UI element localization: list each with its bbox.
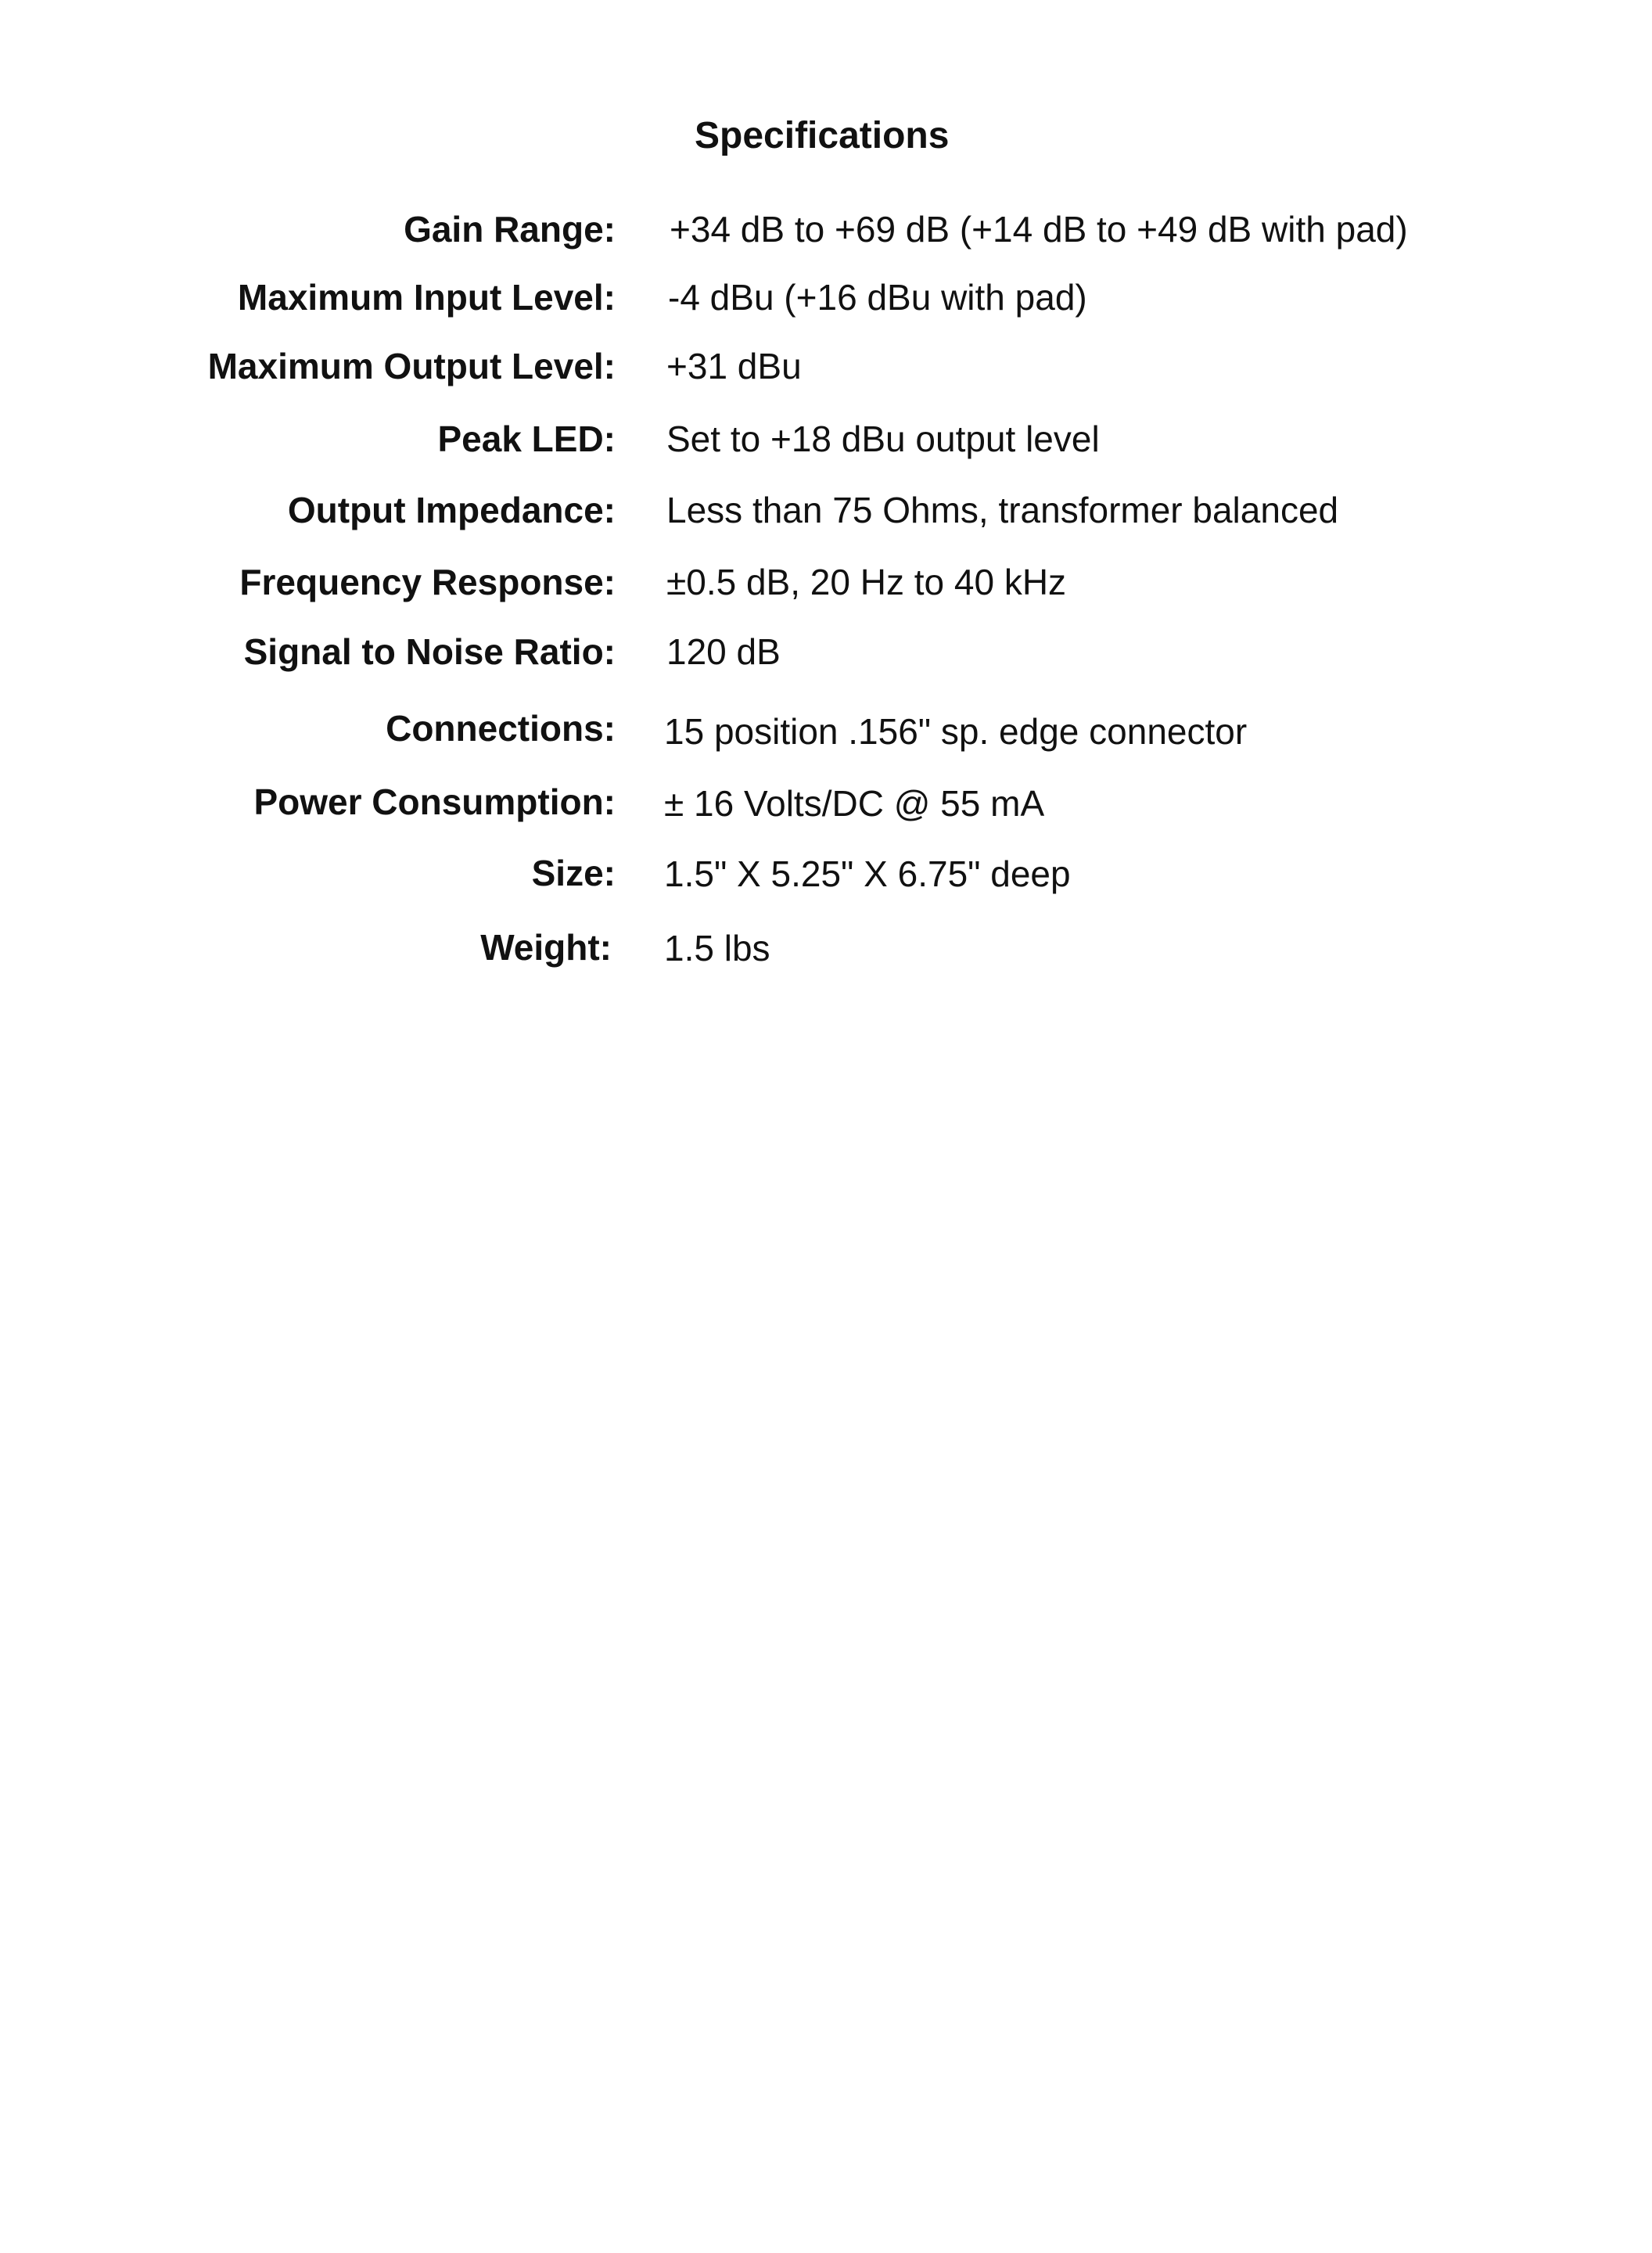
spec-label-signal-to-noise-ratio: Signal to Noise Ratio: [243, 631, 616, 672]
spec-value-power-consumption: ± 16 Volts/DC @ 55 mA [664, 783, 1045, 824]
spec-label-size: Size: [531, 853, 616, 893]
spec-value-frequency-response: ±0.5 dB, 20 Hz to 40 kHz [666, 562, 1067, 602]
spec-label-maximum-output-level: Maximum Output Level: [207, 346, 616, 386]
spec-value-maximum-input-level: -4 dBu (+16 dBu with pad) [668, 277, 1087, 318]
spec-value-connections: 15 position .156" sp. edge connector [664, 711, 1248, 752]
spec-value-peak-led: Set to +18 dBu output level [666, 419, 1100, 459]
spec-label-power-consumption: Power Consumption: [253, 782, 616, 822]
spec-value-maximum-output-level: +31 dBu [666, 346, 802, 386]
spec-label-connections: Connections: [386, 708, 616, 749]
spec-value-signal-to-noise-ratio: 120 dB [666, 631, 781, 672]
spec-label-gain-range: Gain Range: [404, 209, 616, 250]
spec-label-weight: Weight: [480, 927, 612, 968]
spec-label-peak-led: Peak LED: [437, 419, 616, 459]
spec-label-output-impedance: Output Impedance: [287, 490, 616, 530]
page-title: Specifications [695, 115, 950, 156]
spec-value-weight: 1.5 lbs [664, 928, 770, 968]
spec-label-frequency-response: Frequency Response: [239, 562, 616, 602]
spec-value-size: 1.5" X 5.25" X 6.75" deep [664, 853, 1071, 894]
spec-value-gain-range: +34 dB to +69 dB (+14 dB to +49 dB with pad) [670, 209, 1408, 250]
spec-label-maximum-input-level: Maximum Input Level: [237, 277, 616, 318]
spec-value-output-impedance: Less than 75 Ohms, transformer balanced [666, 490, 1339, 530]
